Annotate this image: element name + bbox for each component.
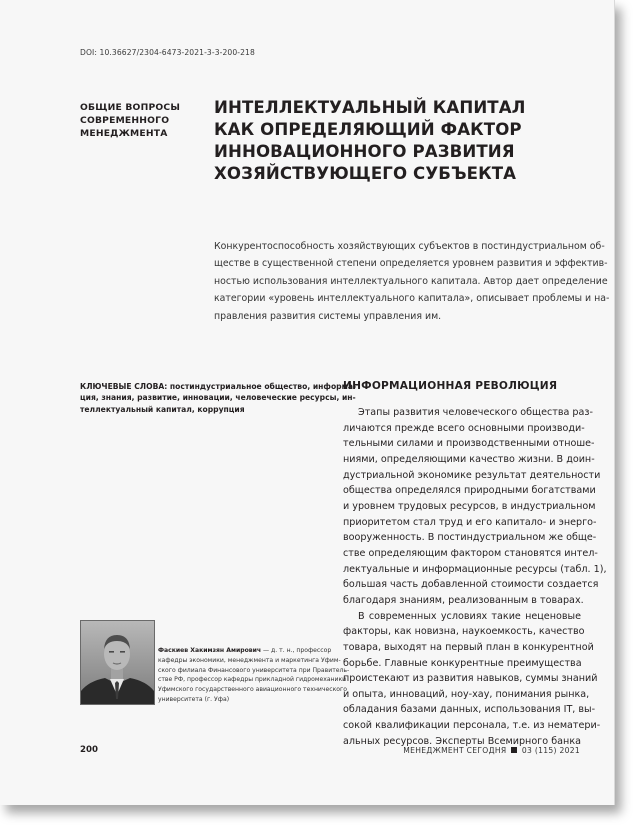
doi: DOI: 10.36627/2304-6473-2021-3-3-200-218 [80,48,255,57]
body-line: большая часть добавленной стоимости создается [343,579,599,591]
title-line: КАК ОПРЕДЕЛЯЮЩИЙ ФАКТОР [214,120,522,139]
keywords-line: КЛЮЧЕВЫЕ СЛОВА: постиндустриальное общество, информа- [80,382,357,391]
author-info [158,646,350,705]
body-text [343,405,607,749]
body-line: факторы, как новизна, наукоемкость, качество [343,626,585,638]
body-line: лектуальные и информационные ресурсы (табл. 1), [343,563,607,575]
body-line: сокой квалификации персонала, т.е. из нематери- [343,720,601,732]
body-line: вооруженность. В постиндустриальном же обще- [343,532,597,544]
author-line: стве РФ, профессор кафедры прикладной гидромеханики [158,676,347,684]
body-line: ниями, определяющими качество жизни. В доин- [343,453,595,465]
page-number: 200 [80,745,98,755]
abstract [214,238,610,325]
keywords-line: теллектуальный капитал, коррупция [80,404,245,414]
title-line: ИННОВАЦИОННОГО РАЗВИТИЯ [214,142,515,161]
body-line: обладания базами данных, использования IT, вы- [343,704,596,716]
body-line: тельными силами и производственными отноше- [343,438,595,450]
author-line: ского филиала Финансового университета при Правитель- [158,666,350,674]
body-line: альных ресурсов. Эксперты Всемирного банка [343,735,581,747]
keywords-line: ция, знания, развитие, инновации, человеческие ресурсы, ин- [80,393,356,403]
author-line: — д. т. н., профессор [261,647,332,654]
body-line: личаются прежде всего основными производи- [343,422,585,434]
body-line: борьбе. Главные конкурентные преимущества [343,657,582,669]
body-line: Этапы развития человеческого общества раз- [358,407,593,418]
abstract-line: Конкурентоспособность хозяйствующих субъектов в постиндустриальном об- [214,241,605,252]
section-line: ОБЩИЕ ВОПРОСЫ [80,102,181,113]
author-line: кафедры экономики, менеджмента и маркетинга Уфим- [158,656,341,664]
author-photo [80,620,155,705]
section-line: СОВРЕМЕННОГО [80,115,170,126]
section-line: МЕНЕДЖМЕНТА [80,128,168,139]
body-line: и уровнем трудовых ресурсов, в индустриальном [343,500,596,512]
title-line: ИНТЕЛЛЕКТУАЛЬНЫЙ КАПИТАЛ [214,98,526,117]
journal-footer [403,746,580,755]
author-line: университета (г. Уфа) [158,695,230,703]
body-line: дустриальной экономике результат деятельности [343,469,601,481]
body-line: товара, выходят на первый план в конкурентной [343,641,594,653]
keywords [80,381,357,415]
journal-name: МЕНЕДЖМЕНТ СЕГОДНЯ [403,746,507,755]
journal-issue: 03 (115) 2021 [521,746,580,755]
body-line: В современных условиях такие неценовые [358,610,581,622]
author-name: Фаскиев Хакимзян Амирович [158,647,262,654]
author-line: Уфимского государственного авиационного технического [158,686,347,694]
black-square-icon [511,747,517,753]
body-line: стве определяющим фактором становятся интел- [343,547,598,559]
body-line: общества определялся природными богатствами [343,485,596,497]
abstract-line: категории «уровень интеллектуального капитала», описывает проблемы и на- [214,293,610,305]
abstract-line: правления развития системы управления им. [214,310,442,322]
body-line: благодаря знаниям, реализованным в товарах. [343,594,584,606]
section-heading: ИНФОРМАЦИОННАЯ РЕВОЛЮЦИЯ [343,380,558,392]
article-title [214,97,594,185]
abstract-line: ностью использования интеллектуального капитала. Автор дает определение [214,275,608,287]
body-line: проистекают из развития навыков, суммы знаний [343,673,598,685]
title-line: ХОЗЯЙСТВУЮЩЕГО СУБЪЕКТА [214,164,517,183]
abstract-line: ществе в существенной степени определяется уровнем развития и эффектив- [214,258,608,270]
section-label [80,101,200,140]
body-line: и опыта, инноваций, ноу-хау, понимания рынка, [343,688,590,700]
body-line: приоритетом стал труд и его капитало- и энерго- [343,516,597,528]
